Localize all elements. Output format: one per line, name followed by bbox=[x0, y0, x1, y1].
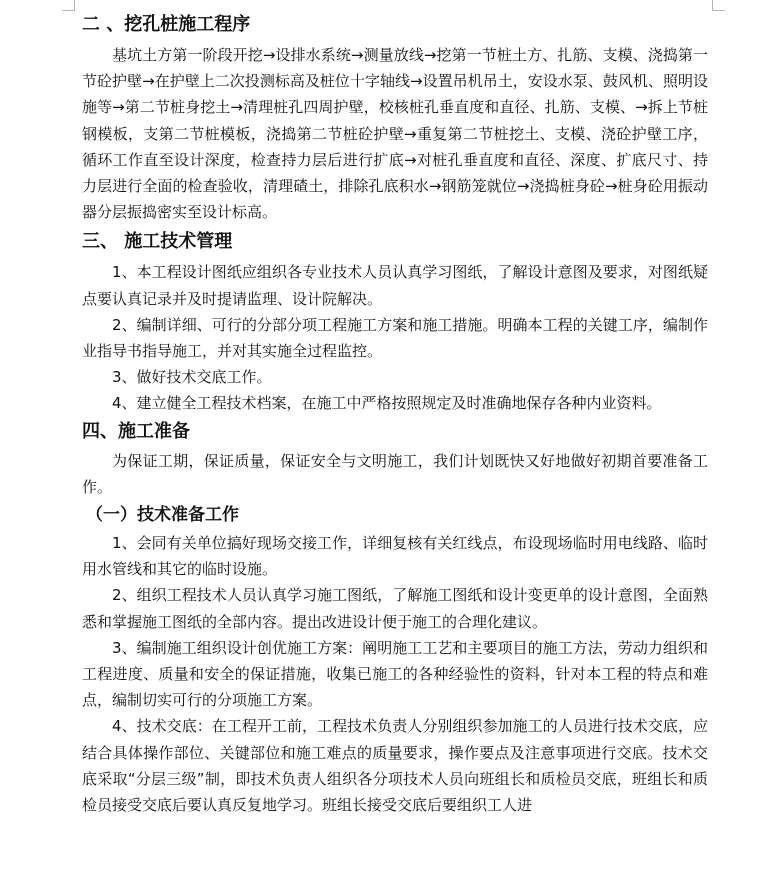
section-4-1-item-1: 1、会同有关单位搞好现场交接工作，详细复核有关红线点，布设现场临时用电线路、临时用水管线和其它的临时设施。 bbox=[82, 534, 708, 579]
section-4-heading: 四、施工准备 bbox=[82, 420, 190, 442]
section-4-1-heading: （一）技术准备工作 bbox=[86, 505, 239, 526]
section-4-1-item-4: 4、技术交底：在工程开工前，工程技术负责人分别组织参加施工的人员进行技术交底，应结合具体操作部位、关键部位和施工难点的质量要求，操作要点及注意事项进行交底。技术交底采取“分层三级”制，即技术负责人组织各分项技术人员向班组长和质检员交底，班组长和质检员接受交底后要认真反复地学习。班组长接受交底后要组织工人进 bbox=[82, 717, 708, 815]
document-body bbox=[82, 12, 708, 818]
section-2-heading: 二 、挖孔桩施工程序 bbox=[82, 14, 251, 35]
section-3-item-2: 2、编制详细、可行的分部分项工程施工方案和施工措施。明确本工程的关键工序，编制作业指导书指导施工，并对其实施全过程监控。 bbox=[82, 315, 708, 361]
section-2-paragraph: 基坑土方第一阶段开挖→设排水系统→测量放线→挖第一节桩土方、扎筋、支模、浇捣第一节砼护壁→在护壁上二次投测标高及桩位十字轴线→设置吊机吊土，安设水泵、鼓风机、照明设施等→第二节桩身挖土→清理桩孔四周护壁，校核桩孔垂直度和直径、扎筋、支模、→拆上节桩钢模板，支第二节桩模板，浇捣第二节桩砼护壁→重复第二节桩挖土、支模、浇砼护壁工序，循环工作直至设计深度，检查持力层后进行扩底→对桩孔垂直度和直径、深度、扩底尺寸、持力层进行全面的检查验收，清理碴土，排除孔底积水→钢筋笼就位→浇捣桩身砼→桩身砼用振动器分层振捣密实至设计标高。 bbox=[82, 46, 708, 222]
section-3-heading: 三、 施工技术管理 bbox=[82, 231, 233, 253]
section-4-1-item-2: 2、组织工程技术人员认真学习施工图纸，了解施工图纸和设计变更单的设计意图，全面熟悉和掌握施工图纸的全部内容。提出改进设计便于施工的合理化建议。 bbox=[82, 586, 708, 631]
margin-corner-mark-left bbox=[62, 0, 75, 11]
section-3-item-4: 4、建立健全工程技术档案，在施工中严格按照规定及时准确地保存各种内业资料。 bbox=[112, 394, 662, 413]
section-4-1-item-3: 3、编制施工组织设计创优施工方案：阐明施工工艺和主要项目的施工方法，劳动力组织和工程进度、质量和安全的保证措施，收集已施工的各种经验性的资料，针对本工程的特点和难点，编制切实可行的分项施工方案。 bbox=[82, 638, 708, 710]
section-3-item-1: 1、本工程设计图纸应组织各专业技术人员认真学习图纸，了解设计意图及要求，对图纸疑点要认真记录并及时提请监理、设计院解决。 bbox=[82, 263, 708, 308]
margin-corner-mark-right bbox=[712, 0, 725, 11]
section-4-intro: 为保证工期，保证质量，保证安全与文明施工，我们计划既快又好地做好初期首要准备工作。 bbox=[82, 451, 708, 496]
section-3-item-3: 3、做好技术交底工作。 bbox=[112, 368, 272, 387]
